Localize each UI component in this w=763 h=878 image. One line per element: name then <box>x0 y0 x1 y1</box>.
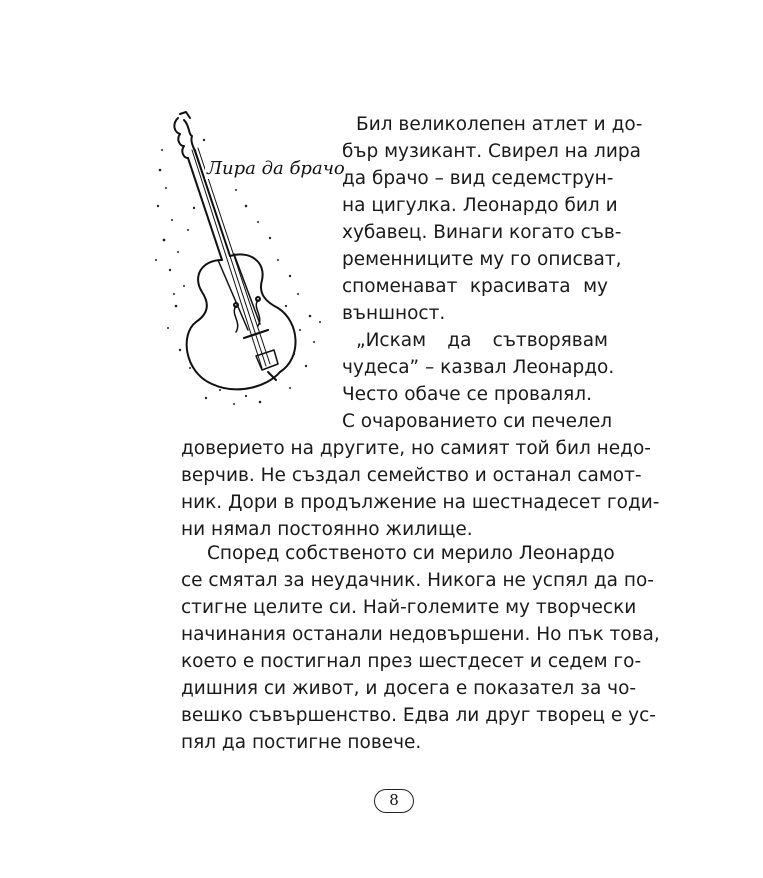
text-line: ни нямал постоянно жилище. <box>181 519 473 540</box>
text-line: доверието на другите, но самият той бил недо- <box>181 438 651 459</box>
text-line: да брачо – вид седемструн- <box>342 168 614 189</box>
text-line: вешко съвършенство. Едва ли друг творец е ус- <box>181 705 656 726</box>
text-line: бър музикант. Свирел на лира <box>342 141 641 162</box>
text-line: Бил великолепен атлет и до- <box>356 114 643 135</box>
text-line: ник. Дори в продължение на шестнадесет годи- <box>181 492 660 513</box>
text-line: което е постигнал през шестдесет и седем го- <box>181 651 642 672</box>
text-line: стигне целите си. Най-големите му творчески <box>181 597 637 618</box>
text-line: на цигулка. Леонардо бил и <box>342 195 618 216</box>
text-line: споменават красивата му <box>342 276 608 297</box>
lira-da-braccio-icon <box>150 110 340 410</box>
text-line: външност. <box>342 303 446 324</box>
text-line: Често обаче се провалял. <box>342 384 592 405</box>
text-line: верчив. Не създал семейство и останал самот- <box>181 465 642 486</box>
text-line: дишния си живот, и досега е показател за чо- <box>181 678 637 699</box>
text-line: С очарованието си печелел <box>342 411 613 432</box>
text-line: чудеса” – казвал Леонардо. <box>342 357 615 378</box>
text-line: се смятал за неудачник. Никога не успял да по- <box>181 570 654 591</box>
text-line: Според собственото си мерило Леонардо <box>207 543 615 564</box>
text-line: хубавец. Винаги когато съв- <box>342 222 622 243</box>
illustration-caption: Лира да брачо <box>207 158 345 179</box>
text-line: начинания останали недовършени. Но пък това, <box>181 624 660 645</box>
text-line: „Искам да сътворявам <box>356 330 608 351</box>
text-line: ременниците му го описват, <box>342 249 622 270</box>
page-number: 8 <box>374 789 414 813</box>
text-line: пял да постигне повече. <box>181 732 422 753</box>
